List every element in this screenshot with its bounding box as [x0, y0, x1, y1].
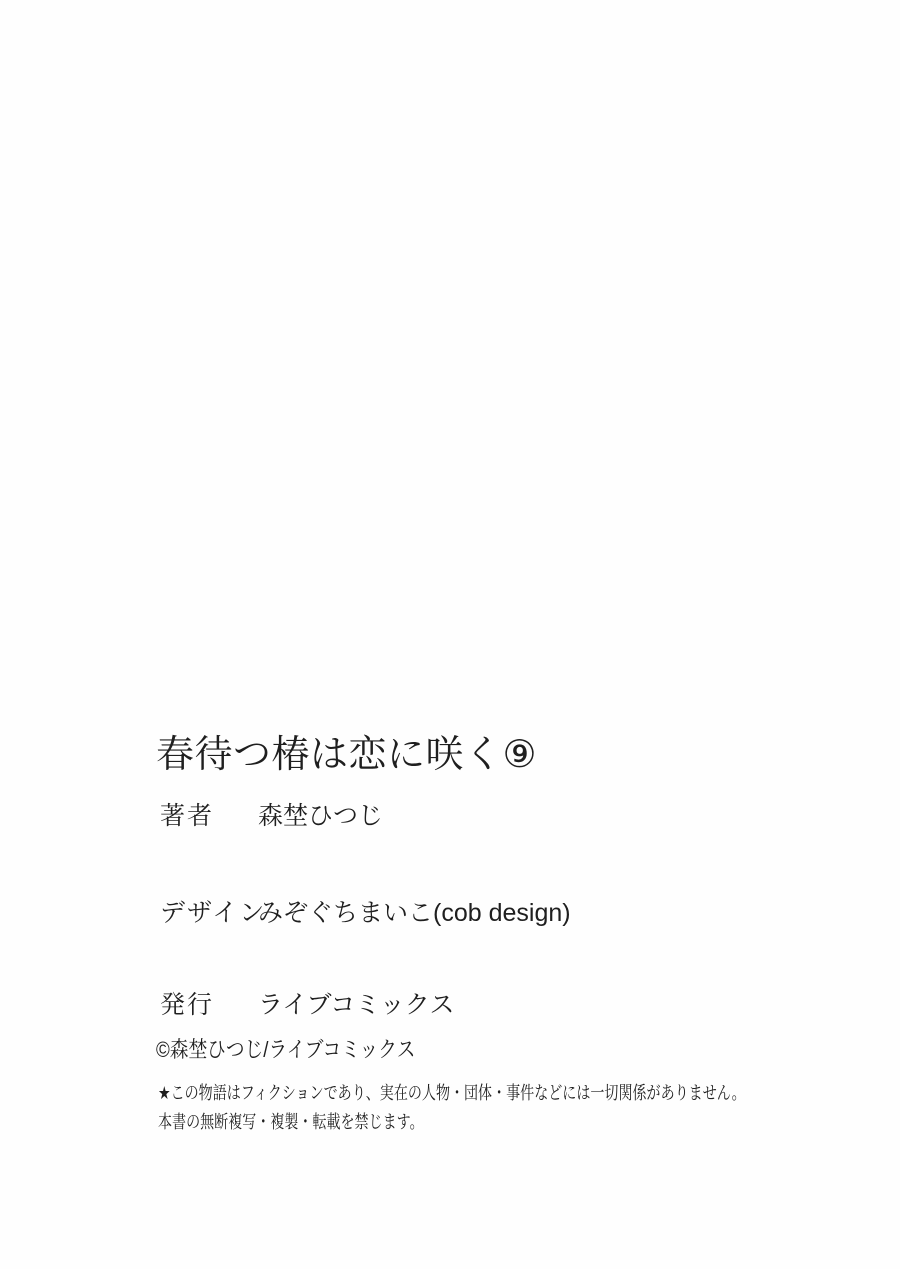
credit-row-publisher [160, 993, 455, 1018]
author-name: 森埜ひつじ [258, 802, 384, 830]
disclaimer-note [158, 1079, 746, 1137]
credit-row-design [160, 901, 571, 926]
publisher-label: 発行 [160, 991, 215, 1019]
publisher-name: ライブコミックス [258, 991, 455, 1019]
credit-row-author [160, 804, 383, 829]
copyright-line: ©森埜ひつじ/ライブコミックス [156, 1037, 416, 1062]
design-label: デザイン [160, 899, 267, 927]
author-label: 著者 [160, 802, 215, 830]
disclaimer-line-1: ★この物語はフィクションであり、実在の人物・団体・事件などには一切関係がありません。 [158, 1083, 746, 1103]
disclaimer-line-2: 本書の無断複写・複製・転載を禁じます。 [158, 1112, 424, 1132]
book-title: 春待つ椿は恋に咲く⑨ [156, 734, 538, 776]
designer-name: みぞぐちまいこ(cob design) [258, 899, 571, 927]
